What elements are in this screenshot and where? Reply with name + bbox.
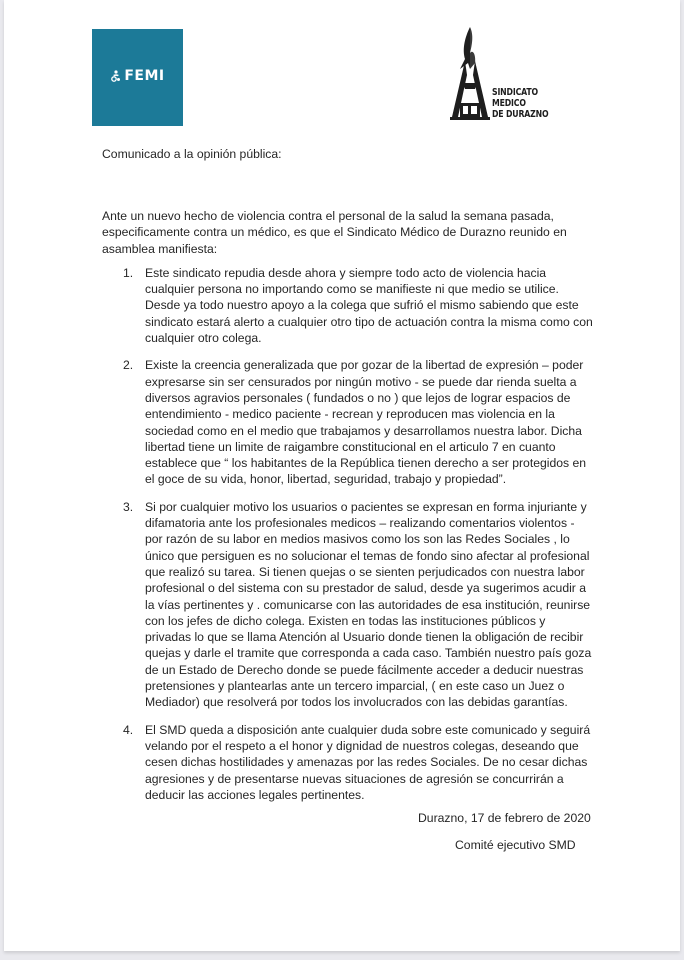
list-item-number: 4.: [123, 722, 134, 737]
femi-logo-content: [110, 68, 164, 84]
list-item: [123, 499, 593, 711]
femi-logo: [92, 29, 183, 126]
list-item-number: 1.: [123, 265, 134, 280]
smd-logo-text: [492, 87, 548, 120]
date-line: Durazno, 17 de febrero de 2020: [418, 811, 591, 825]
femi-person-icon: [110, 70, 122, 82]
list-item-text: Si por cualquier motivo los usuarios o pacientes se expresan en forma injuriante y difamatoria ante los profesionales medicos – realizando comentarios violentos - por razón de su labor en medios masivos como los son las Redes Sociales , lo único que persiguen es no solucionar el temas de fondo sino afectar al profesional que realizó su tarea. Si tienen quejas o se sienten perjudicados con nuestra labor profesional o del sistema con su prestador de salud, desde ya sugerimos acudir a la vías pertinentes y . comunicarse con las autoridades de esa institución, reunirse con los jefes de dicho colega. Existen en todas las instituciones públicos y privadas lo que se llama Atención al Usuario donde tienen la obligación de recibir quejas y darle el tramite que corresponda a cada caso. También nuestro país goza de un Estado de Derecho donde se puede fácilmente acceder a deducir nuestras pretensiones y plantearlas ante un tercero imparcial, ( en este caso un Juez o Mediador) que resolverá por todos los involucrados con las debidas garantías.: [145, 499, 592, 710]
list-item-text: Este sindicato repudia desde ahora y siempre todo acto de violencia hacia cualquier persona no importando como se manifieste ni que medio se utilice. Desde ya todo nuestro apoyo a la colega que sufrió el mismo sabiendo que este sindicato estará alerto a cualquier otro tipo de actuación contra la misma como con cualquier otro colega.: [145, 265, 593, 346]
signature: Comité ejecutivo SMD: [455, 838, 576, 852]
list-item: [123, 722, 593, 803]
list-item-number: 2.: [123, 358, 134, 373]
points-list: [102, 265, 592, 803]
smd-logo-line: SINDICATO: [492, 87, 538, 98]
list-item-text: Existe la creencia generalizada que por gozar de la libertad de expresión – poder expresarse sin ser censurados por ningún motivo - se puede dar rienda suelta a diversos agravios personales ( fundados o no ) que lejos de lograr espacios de entendimiento - medico paciente - recrean y reproducen mas violencia en la sociedad como en el medio que trabajamos y desarrollamos nuestra labor. Dicha libertad tiene un limite de raigambre constitucional en el articulo 7 en cuanto establece que “ los habitantes de la República tienen derecho a ser protegidos en el goce de su vida, honor, libertad, seguridad, trabajo y propiedad”.: [145, 358, 587, 487]
list-item-number: 3.: [123, 499, 134, 514]
smd-logo-line: MEDICO: [492, 98, 526, 109]
list-item: [123, 265, 593, 346]
list-item-text: El SMD queda a disposición ante cualquier duda sobre este comunicado y seguirá velando por el respeto a el honor y dignidad de nuestros colegas, deseando que cesen dichas hostilidades y amenazas por las redes Sociales. De no cesar dichas agresiones y de presentarse nuevas situaciones de agresión se concurrirán a deducir las acciones legales pertinentes.: [145, 722, 591, 802]
list-item: [123, 357, 593, 487]
femi-logo-text: FEMI: [124, 67, 165, 84]
smd-flame-emblem-icon: [448, 27, 492, 121]
smd-logo: [444, 27, 594, 127]
smd-logo-line: DE DURAZNO: [492, 109, 549, 120]
document-page: [4, 0, 680, 951]
document-heading: Comunicado a la opinión pública:: [102, 147, 282, 161]
document-body: [102, 146, 592, 814]
intro-paragraph: Ante un nuevo hecho de violencia contra el personal de la salud la semana pasada, especificamente contra un médico, es que el Sindicato Médico de Durazno reunido en asamblea manifiesta:: [102, 209, 567, 256]
